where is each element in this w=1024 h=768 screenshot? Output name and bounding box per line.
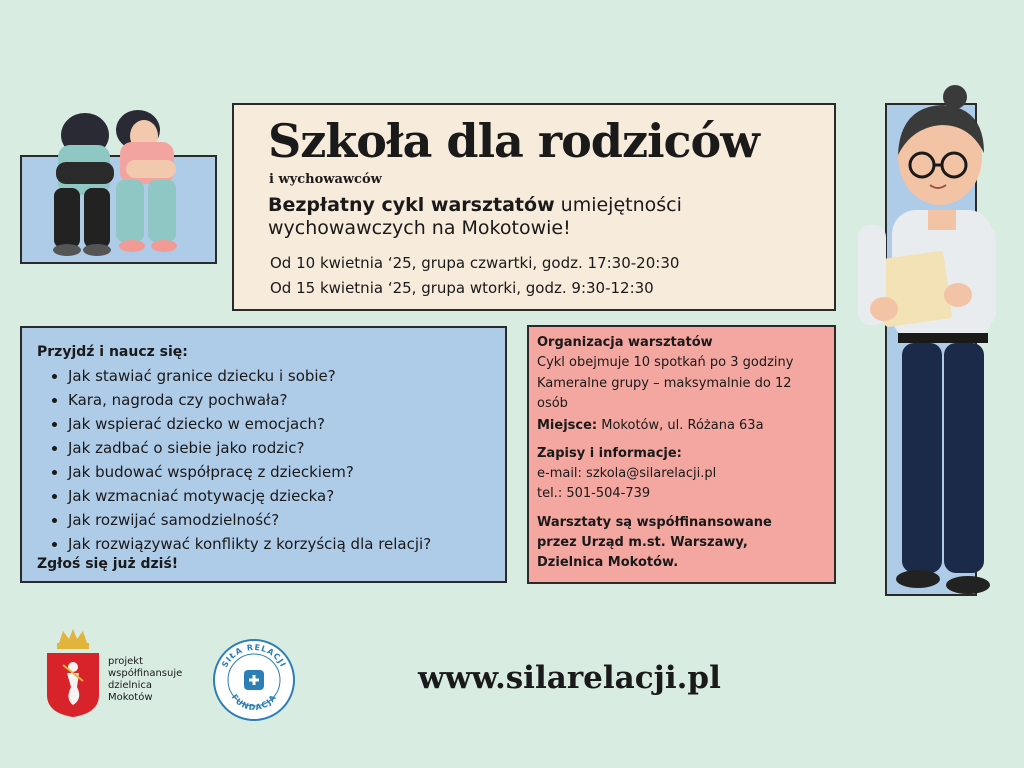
list-item: • Jak zadbać o siebie jako rodzic? <box>68 436 431 460</box>
coa-line: Mokotów <box>108 692 153 703</box>
sila-relacji-seal-icon <box>212 638 296 722</box>
date-line-2: Od 15 kwietnia ‘25, grupa wtorki, godz. 9:30-12:30 <box>270 279 654 297</box>
intro-text <box>268 194 828 240</box>
website-link[interactable]: www.silarelacji.pl <box>418 660 721 696</box>
org-place <box>537 416 829 436</box>
learn-cta: Zgłoś się już dziś! <box>37 556 179 572</box>
intro-bold: Bezpłatny cykl warsztatów <box>268 194 555 216</box>
org-contact-heading: Zapisy i informacje: <box>537 446 682 461</box>
seal-top-text: SIŁA RELACJI <box>220 642 288 670</box>
list-item: • Jak rozwijać samodzielność? <box>68 508 431 532</box>
list-item: • Jak rozwiązywać konflikty z korzyścią dla relacji? <box>68 532 431 556</box>
page-title: Szkoła dla rodziców <box>268 114 759 168</box>
org-funding: Warsztaty są współfinansowane przez Urząd m.st. Warszawy, Dzielnica Mokotów. <box>537 515 772 570</box>
teacher-illustration-icon <box>850 85 1000 600</box>
list-item: • Jak wspierać dziecko w emocjach? <box>68 412 431 436</box>
coa-line: współfinansuje <box>108 668 183 679</box>
org-line-2: Kameralne grupy – maksymalnie do 12 osób <box>537 376 792 411</box>
org-place-value: Mokotów, ul. Różana 63a <box>597 418 764 433</box>
coa-line: dzielnica <box>108 680 153 691</box>
org-email: e-mail: szkola@silarelacji.pl <box>537 466 717 481</box>
org-place-label: Miejsce: <box>537 418 598 433</box>
children-illustration-icon <box>40 100 200 265</box>
org-heading: Organizacja warsztatów <box>537 335 713 350</box>
list-item: • Jak stawiać granice dziecku i sobie? <box>68 364 431 388</box>
coa-caption <box>108 656 182 704</box>
intro-rest: umiejętności wychowawczych na Mokotowie! <box>268 194 682 239</box>
learn-heading: Przyjdź i naucz się: <box>37 344 188 360</box>
date-line-1: Od 10 kwietnia ‘25, grupa czwartki, godz. 17:30-20:30 <box>270 254 680 272</box>
list-item: • Jak budować współpracę z dzieckiem? <box>68 460 431 484</box>
seal-bottom-text: FUNDACJA <box>229 692 279 713</box>
coa-line: projekt <box>108 656 143 667</box>
warsaw-coat-of-arms-icon <box>45 625 101 717</box>
page-subtitle: i wychowawców <box>269 172 382 187</box>
list-item: • Kara, nagroda czy pochwała? <box>68 388 431 412</box>
org-line-1: Cykl obejmuje 10 spotkań po 3 godziny <box>537 355 794 370</box>
org-phone: tel.: 501-504-739 <box>537 486 651 501</box>
list-item: • Jak wzmacniać motywację dziecka? <box>68 484 431 508</box>
learn-list <box>48 364 431 556</box>
